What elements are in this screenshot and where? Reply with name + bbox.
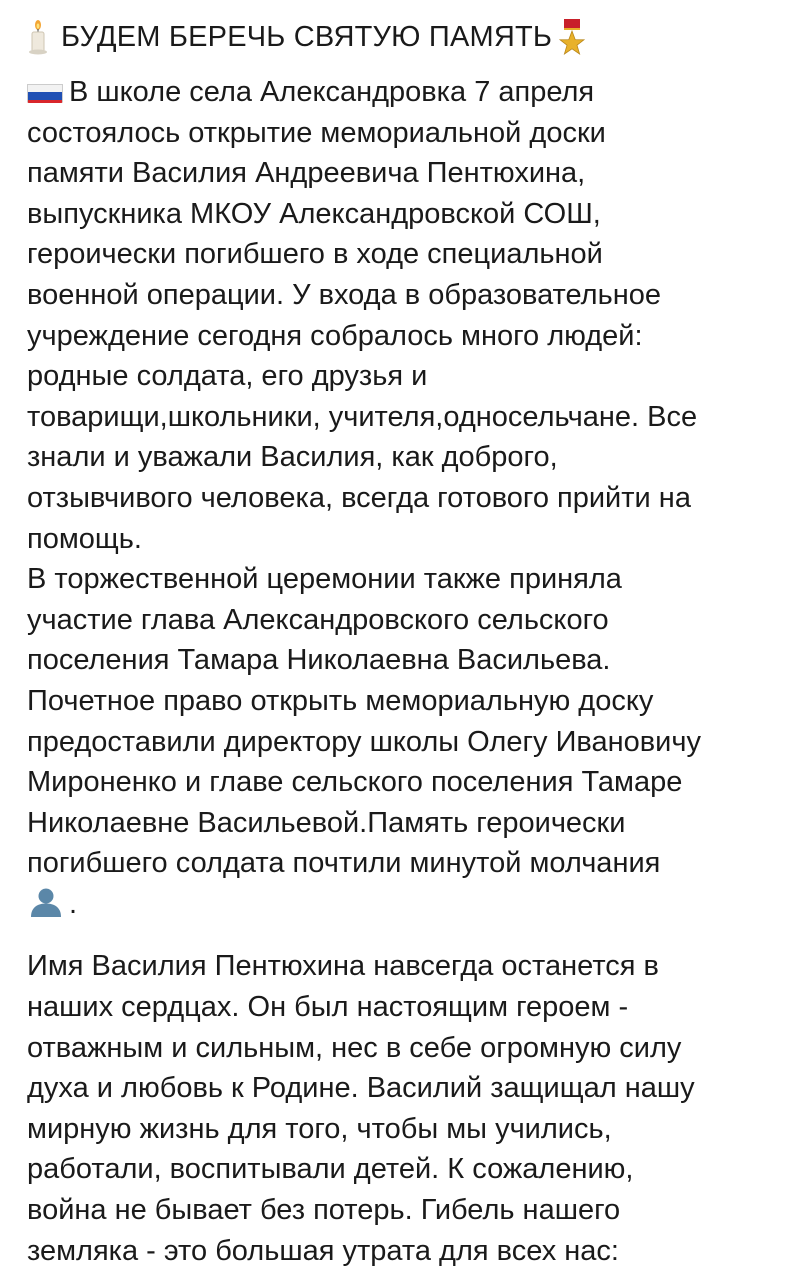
paragraph-line: знали и уважали Василия, как доброго, (27, 441, 558, 474)
paragraph-line: Почетное право открыть мемориальную доску (27, 684, 654, 717)
paragraph-line: состоялось открытие мемориальной доски (27, 116, 606, 149)
paragraph-line: памяти Василия Андреевича Пентюхина, (27, 157, 586, 190)
post-paragraph-2 (27, 946, 783, 1271)
paragraph-line: война не бывает без потерь. Гибель нашего (27, 1194, 621, 1227)
paragraph-line: Мироненко и главе сельского поселения Тамаре (27, 766, 683, 799)
person-silhouette-icon (27, 887, 65, 917)
paragraph-line: помощь. (27, 522, 142, 555)
paragraph-line: земляка - это большая утрата для всех нас: (27, 1234, 619, 1267)
paragraph-line: отзывчивого человека, всегда готового прийти на (27, 481, 691, 514)
paragraph-line: Николаевне Васильевой.Память героически (27, 806, 626, 839)
post-title: БУДЕМ БЕРЕЧЬ СВЯТУЮ ПАМЯТЬ (61, 20, 553, 53)
russia-flag-icon (27, 79, 63, 103)
paragraph-line: товарищи,школьники, учителя,односельчане. Все (27, 400, 698, 433)
post-title-row (27, 14, 783, 60)
candle-icon (27, 19, 49, 55)
paragraph-line: родные солдата, его друзья и (27, 360, 428, 393)
paragraph-line: погибшего солдата почтили минутой молчания (27, 847, 661, 880)
paragraph-line: предоставили директору школы Олегу Ивановичу (27, 725, 701, 758)
paragraph-line: работали, воспитывали детей. К сожалению, (27, 1153, 634, 1186)
trailing-period: . (69, 887, 78, 920)
paragraph-line: духа и любовь к Родине. Василий защищал нашу (27, 1072, 695, 1105)
post-paragraph-1 (27, 72, 783, 924)
paragraph-line: военной операции. У входа в образовательное (27, 278, 661, 311)
paragraph-line: учреждение сегодня собралось много людей: (27, 319, 643, 352)
paragraph-line (27, 884, 783, 925)
paragraph-line: отважным и сильным, нес в себе огромную силу (27, 1031, 682, 1064)
paragraph-line: героически погибшего в ходе специальной (27, 238, 603, 271)
paragraph-line: мирную жизнь для того, чтобы мы учились, (27, 1112, 612, 1145)
paragraph-line: В школе села Александровка 7 апреля (27, 72, 783, 113)
paragraph-line: В торжественной церемонии также приняла (27, 563, 622, 596)
paragraph-line: поселения Тамара Николаевна Васильева. (27, 644, 611, 677)
paragraph-line: Имя Василия Пентюхина навсегда останется в (27, 950, 659, 983)
paragraph-line: выпускника МКОУ Александровской СОШ, (27, 197, 601, 230)
paragraph-line: участие глава Александровского сельского (27, 603, 609, 636)
paragraph-line: наших сердцах. Он был настоящим героем - (27, 991, 629, 1024)
hero-star-medal-icon (558, 17, 586, 57)
